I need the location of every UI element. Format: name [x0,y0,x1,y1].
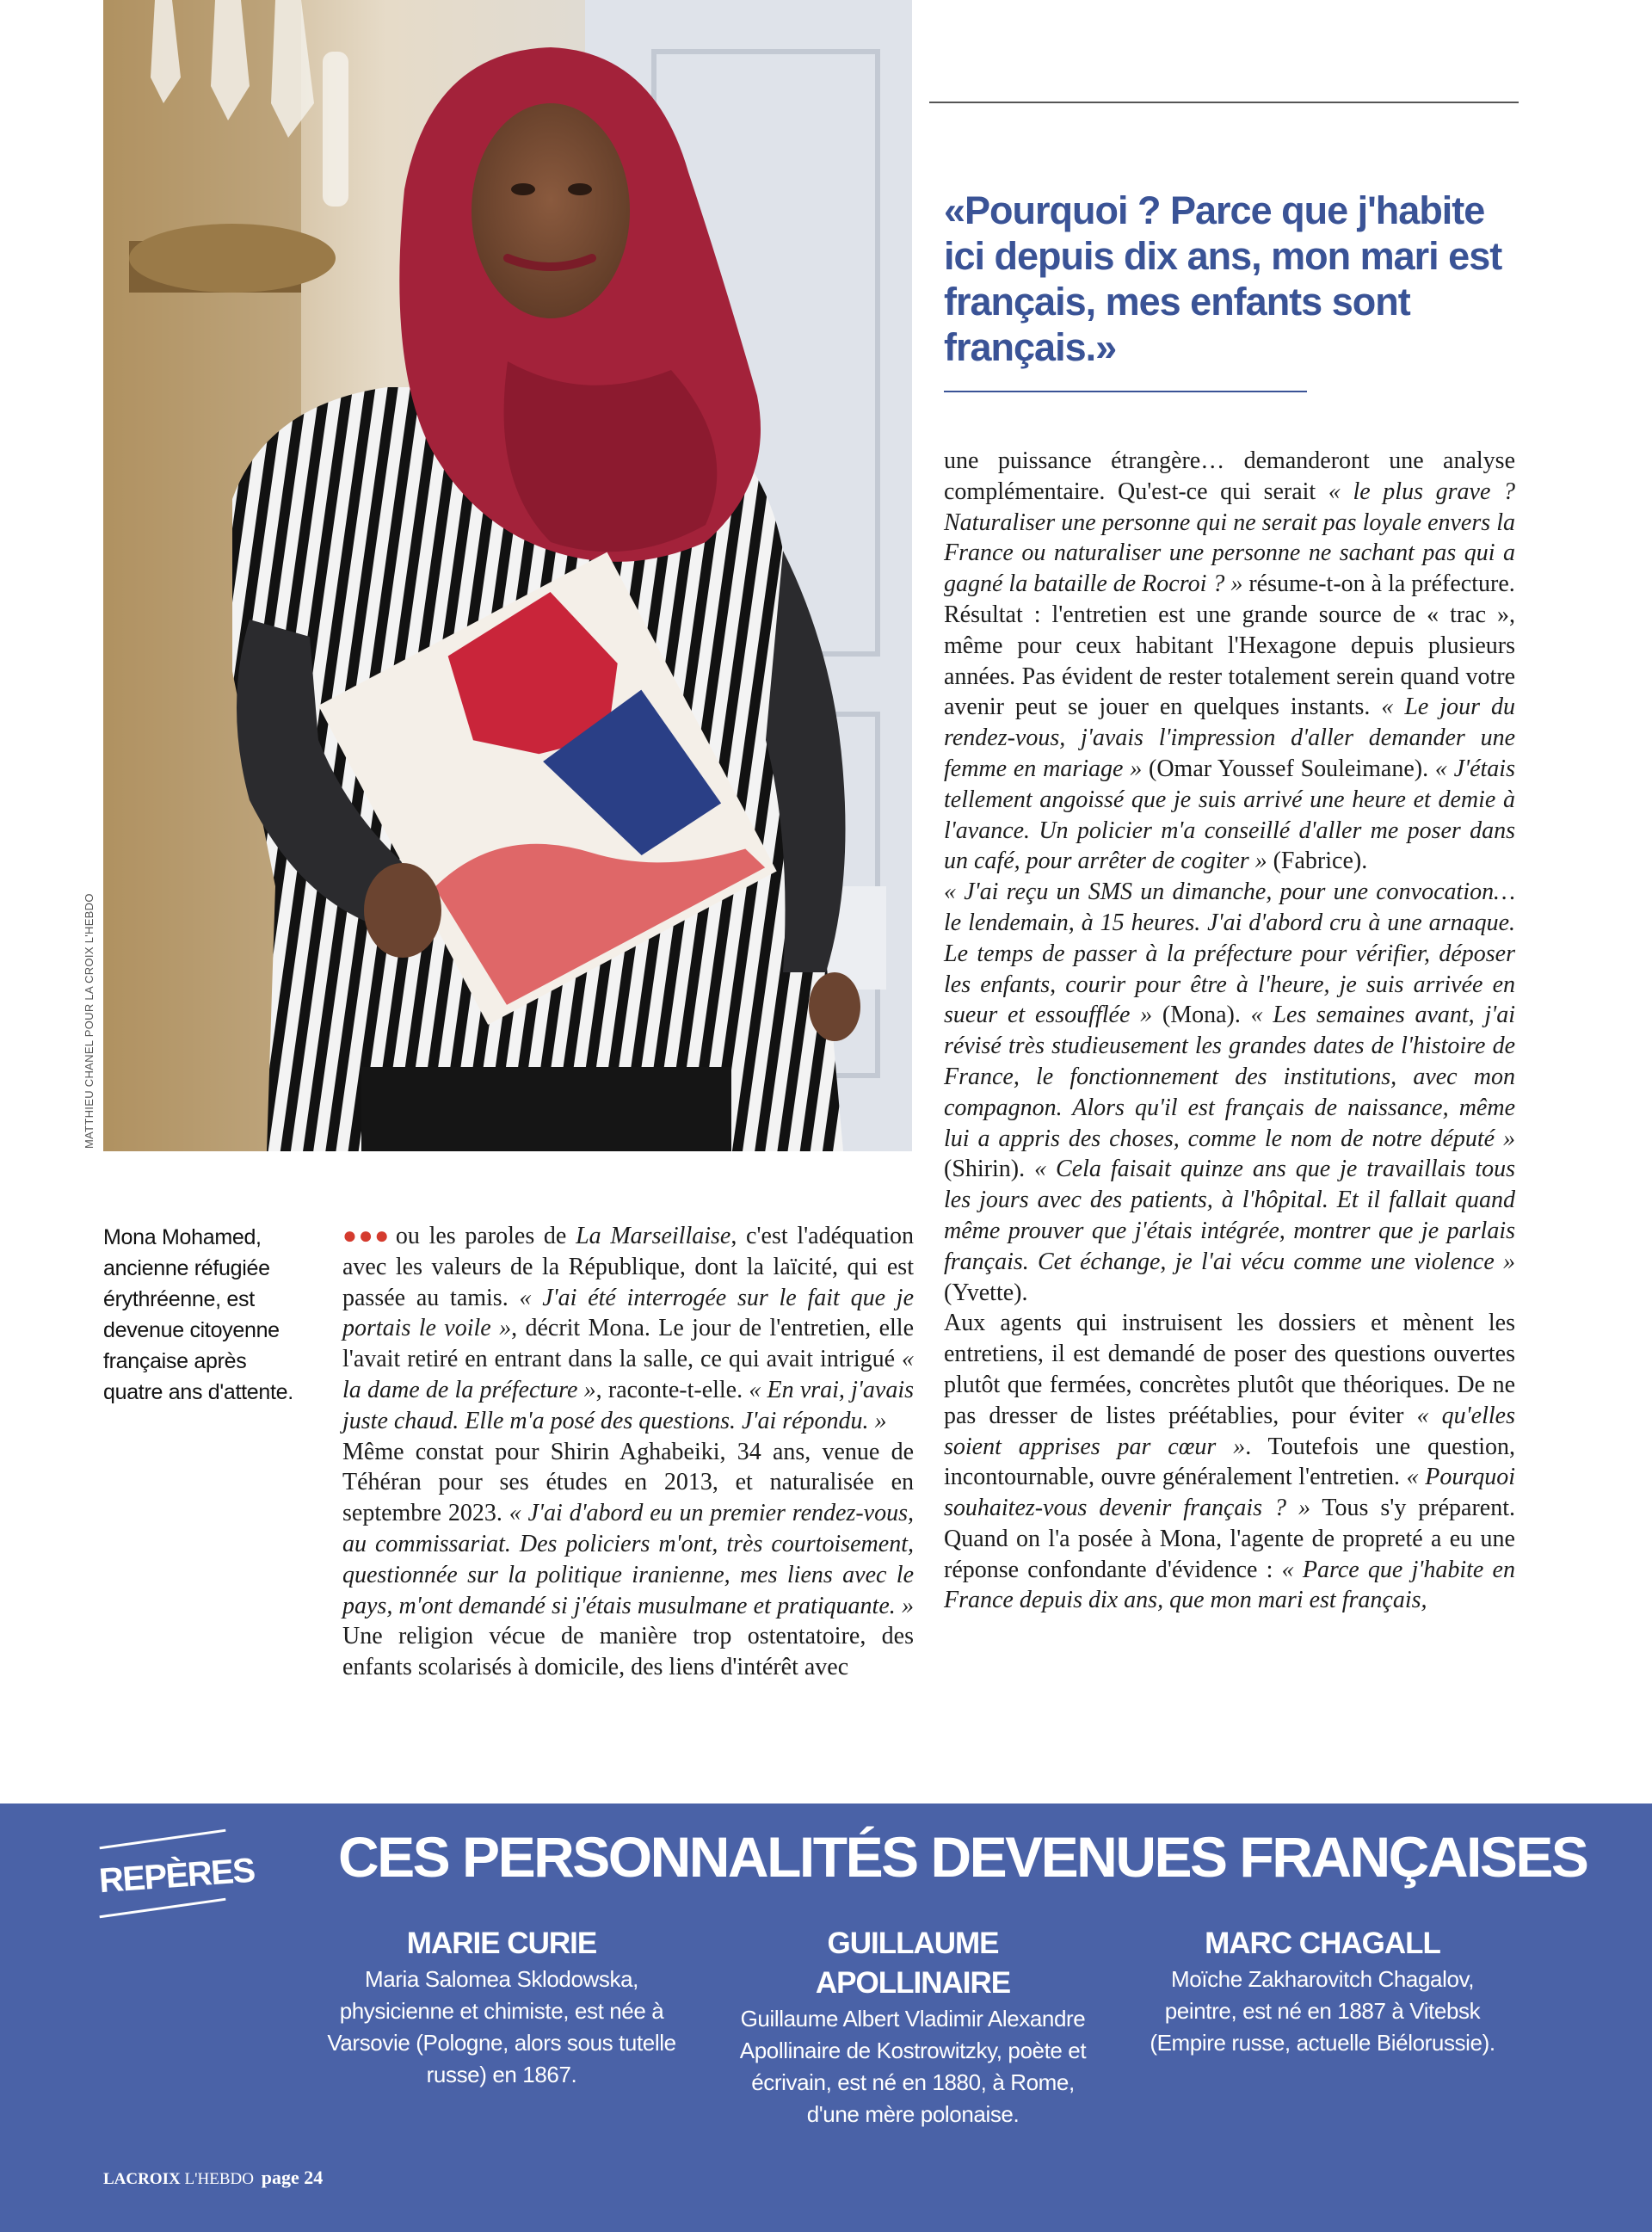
reperes-label: REPÈRES [97,1831,228,1926]
paragraph: Même constat pour Shirin Aghabeiki, 34 ans, venue de Téhéran pour ses études en 2013, et naturalisée en septembre 2023. « J'ai d'abord eu un premier rendez-vous, au commissariat. Des policiers m'ont, très courtoisement, questionnée sur la politique iranienne, mes liens avec le pays, m'ont demandé si j'étais musulmane et pratiquante. » Une religion vécue de manière trop ostentatoire, des enfants scolarisés à domicile, des liens d'intérêt avec [342,1438,914,1681]
personality-name: GUILLAUME APOLLINAIRE [815,1927,1011,2000]
paragraph: une puissance étrangère… demanderont une analyse complémentaire. Qu'est-ce qui serait « le plus grave ? Naturaliser une personne qui ne serait pas loyale envers la France ou naturaliser une personne ne sachant pas qui a gagné la bataille de Rocroi ? » résume-t-on à la préfecture. [944,447,1515,598]
paragraph: Aux agents qui instruisent les dossiers et mènent les entretiens, il est demandé de poser des questions ouvertes plutôt que fermées, concrètes plutôt que théoriques. De ne pas dresser de listes préétablies, pour éviter « qu'elles soient apprises par cœur ». Toutefois une question, incontournable, ouvre généralement l'entretien. « Pourquoi souhaitez-vous devenir français ? » Tous s'y préparent. Quand on l'a posée à Mona, l'agente de propreté a eu une réponse confondante d'évidence : « Parce que j'habite en France depuis dix ans, que mon mari est français, [944,1310,1515,1614]
top-rule [929,102,1519,103]
page-folio: LACROIX L'HEBDO page 24 [103,2167,324,2188]
paragraph: ●●● ou les paroles de La Marseillaise, c'est l'adéquation avec les valeurs de la République, dont la laïcité, qui est passée au tamis. « J'ai été interrogée sur le fait que je portais le voile », décrit Mona. Le jour de l'entretien, elle l'avait retiré en entrant dans la salle, ce qui avait intrigué « la dame de la préfecture », raconte-t-elle. « En vrai, j'avais juste chaud. Elle m'a posé des questions. J'ai répondu. » [342,1222,914,1434]
personality-guillaume-apollinaire [728,1924,1098,2130]
reperes-title: CES PERSONNALITÉS DEVENUES FRANÇAISES [338,1825,1587,1889]
pull-quote-rule [944,391,1307,392]
paragraph: « J'ai reçu un SMS un dimanche, pour une convocation… le lendemain, à 15 heures. J'ai d'abord cru à une arnaque. Le temps de passer à la préfecture pour vérifier, déposer les enfants, courir pour être à l'heure, je suis arrivée en sueur et essoufflée » (Mona). « Les semaines avant, j'ai révisé très studieusement les grandes dates de l'histoire de France, le fonctionnement des institutions, avec mon compagnon. Alors qu'il est français de naissance, même lui a appris des choses, comme le nom de notre député » (Shirin). « Cela faisait quinze ans que je travaillais tous les jours avec des patients, à l'hôpital. Et il fallait quand même prouver que j'étais intégrée, montrer que je parlais français. Cet échange, je l'ai vécu comme une violence » (Yvette). [944,879,1515,1306]
photo-caption: Mona Mohamed, ancienne réfugiée érythréenne, est devenue citoyenne française après quatre ans d'attente. [103,1225,293,1404]
portrait-photo [103,0,912,1151]
reperes-line-top [100,1829,226,1850]
personality-marie-curie [317,1924,687,2091]
personality-name: MARC CHAGALL [1205,1927,1440,1960]
pull-quote: «Pourquoi ? Parce que j'habite ici depuis dix ans, mon mari est français, mes enfants sont français.» [944,188,1502,369]
page-number: page 24 [261,2167,324,2188]
article-column-right [944,446,1515,1616]
personality-desc: Guillaume Albert Vladimir Alexandre Apollinaire de Kostrowitzky, poète et écrivain, est né en 1880, à Rome, d'une mère polonaise. [739,2006,1087,2127]
reperes-line-bottom [100,1898,226,1919]
article-column-left [342,1220,914,1683]
personality-desc: Maria Salomea Sklodowska, physicienne et chimiste, est née à Varsovie (Pologne, alors sous tutelle russe) en 1867. [327,1966,676,2087]
paragraph: Résultat : l'entretien est une grande source de « trac », même pour ceux habitant l'Hexagone depuis plusieurs années. Pas évident de rester totalement serein quand votre avenir peut se jouer en quelques instants. « Le jour du rendez-vous, j'avais l'impression d'aller demander une femme en mariage » (Omar Youssef Souleimane). « J'étais tellement angoissé que je suis arrivé une heure et demie à l'avance. Un policier m'a conseillé d'aller me poser dans un café, pour arrêter de cogiter » (Fabrice). [944,601,1515,875]
portrait-illustration [103,0,912,1151]
personality-name: MARIE CURIE [406,1927,597,1960]
photo-credit: MATTHIEU CHANEL POUR LA CROIX L'HEBDO [83,893,96,1149]
personality-marc-chagall [1137,1924,1507,2059]
continue-mark-icon: ●●● [342,1222,391,1249]
personality-desc: Moïche Zakharovitch Chagalov, peintre, est né en 1887 à Vitebsk (Empire russe, actuelle Biélorussie). [1150,1966,1495,2056]
